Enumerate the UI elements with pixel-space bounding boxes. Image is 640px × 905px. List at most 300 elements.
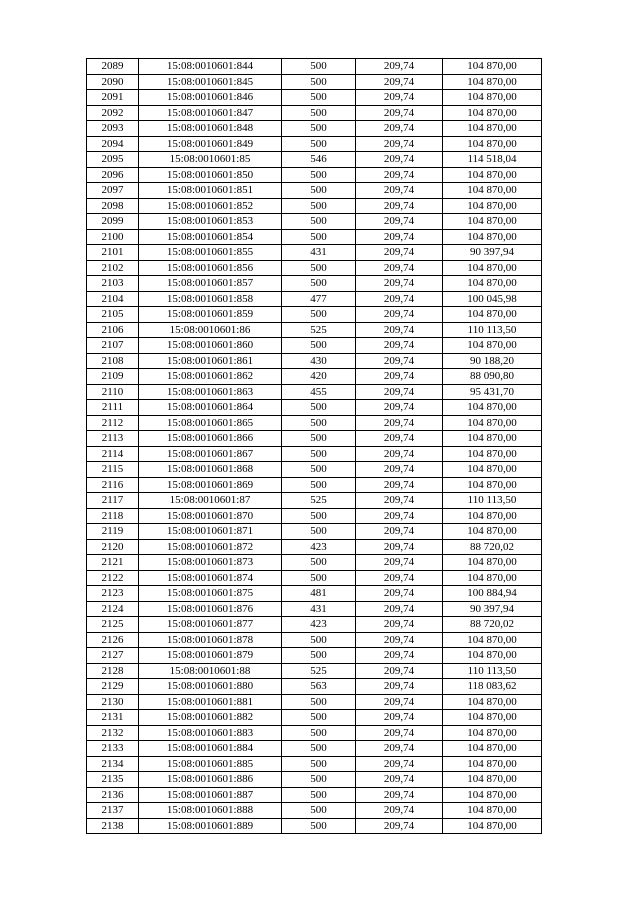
value-cell: 104 870,00 bbox=[443, 524, 542, 540]
table-row bbox=[87, 493, 542, 509]
value-cell: 104 870,00 bbox=[443, 632, 542, 648]
area-cell: 500 bbox=[282, 276, 356, 292]
area-cell: 500 bbox=[282, 632, 356, 648]
row-number-cell: 2107 bbox=[87, 338, 139, 354]
value-cell: 104 870,00 bbox=[443, 415, 542, 431]
area-cell: 500 bbox=[282, 555, 356, 571]
table-row bbox=[87, 601, 542, 617]
table-row bbox=[87, 741, 542, 757]
cadastral-number-cell: 15:08:0010601:862 bbox=[139, 369, 282, 385]
cadastral-number-cell: 15:08:0010601:845 bbox=[139, 74, 282, 90]
table-row bbox=[87, 260, 542, 276]
cadastral-number-cell: 15:08:0010601:846 bbox=[139, 90, 282, 106]
area-cell: 500 bbox=[282, 198, 356, 214]
table-row bbox=[87, 136, 542, 152]
cadastral-number-cell: 15:08:0010601:885 bbox=[139, 756, 282, 772]
area-cell: 500 bbox=[282, 508, 356, 524]
area-cell: 500 bbox=[282, 260, 356, 276]
rate-cell: 209,74 bbox=[356, 679, 443, 695]
area-cell: 423 bbox=[282, 539, 356, 555]
cadastral-number-cell: 15:08:0010601:847 bbox=[139, 105, 282, 121]
area-cell: 477 bbox=[282, 291, 356, 307]
cadastral-number-cell: 15:08:0010601:849 bbox=[139, 136, 282, 152]
area-cell: 500 bbox=[282, 307, 356, 323]
table-row bbox=[87, 276, 542, 292]
table-row bbox=[87, 400, 542, 416]
cadastral-number-cell: 15:08:0010601:859 bbox=[139, 307, 282, 323]
row-number-cell: 2106 bbox=[87, 322, 139, 338]
value-cell: 100 045,98 bbox=[443, 291, 542, 307]
table-row bbox=[87, 756, 542, 772]
cadastral-number-cell: 15:08:0010601:870 bbox=[139, 508, 282, 524]
value-cell: 104 870,00 bbox=[443, 787, 542, 803]
cadastral-number-cell: 15:08:0010601:86 bbox=[139, 322, 282, 338]
area-cell: 500 bbox=[282, 524, 356, 540]
rate-cell: 209,74 bbox=[356, 307, 443, 323]
row-number-cell: 2102 bbox=[87, 260, 139, 276]
rate-cell: 209,74 bbox=[356, 229, 443, 245]
area-cell: 500 bbox=[282, 105, 356, 121]
cadastral-number-cell: 15:08:0010601:866 bbox=[139, 431, 282, 447]
rate-cell: 209,74 bbox=[356, 338, 443, 354]
rate-cell: 209,74 bbox=[356, 648, 443, 664]
table-row bbox=[87, 648, 542, 664]
value-cell: 104 870,00 bbox=[443, 710, 542, 726]
rate-cell: 209,74 bbox=[356, 803, 443, 819]
row-number-cell: 2125 bbox=[87, 617, 139, 633]
value-cell: 90 397,94 bbox=[443, 245, 542, 261]
rate-cell: 209,74 bbox=[356, 524, 443, 540]
value-cell: 104 870,00 bbox=[443, 183, 542, 199]
cadastral-number-cell: 15:08:0010601:864 bbox=[139, 400, 282, 416]
cadastral-number-cell: 15:08:0010601:869 bbox=[139, 477, 282, 493]
row-number-cell: 2103 bbox=[87, 276, 139, 292]
cadastral-number-cell: 15:08:0010601:87 bbox=[139, 493, 282, 509]
value-cell: 104 870,00 bbox=[443, 121, 542, 137]
table-row bbox=[87, 803, 542, 819]
value-cell: 90 397,94 bbox=[443, 601, 542, 617]
table-row bbox=[87, 787, 542, 803]
table-row bbox=[87, 59, 542, 75]
value-cell: 104 870,00 bbox=[443, 229, 542, 245]
area-cell: 500 bbox=[282, 462, 356, 478]
cadastral-number-cell: 15:08:0010601:863 bbox=[139, 384, 282, 400]
rate-cell: 209,74 bbox=[356, 772, 443, 788]
cadastral-number-cell: 15:08:0010601:853 bbox=[139, 214, 282, 230]
row-number-cell: 2095 bbox=[87, 152, 139, 168]
cadastral-number-cell: 15:08:0010601:888 bbox=[139, 803, 282, 819]
row-number-cell: 2128 bbox=[87, 663, 139, 679]
table-row bbox=[87, 555, 542, 571]
table-row bbox=[87, 524, 542, 540]
area-cell: 500 bbox=[282, 136, 356, 152]
table-row bbox=[87, 214, 542, 230]
area-cell: 500 bbox=[282, 229, 356, 245]
area-cell: 500 bbox=[282, 648, 356, 664]
row-number-cell: 2131 bbox=[87, 710, 139, 726]
value-cell: 104 870,00 bbox=[443, 136, 542, 152]
row-number-cell: 2089 bbox=[87, 59, 139, 75]
area-cell: 455 bbox=[282, 384, 356, 400]
cadastral-number-cell: 15:08:0010601:875 bbox=[139, 586, 282, 602]
table-row bbox=[87, 539, 542, 555]
row-number-cell: 2129 bbox=[87, 679, 139, 695]
area-cell: 500 bbox=[282, 803, 356, 819]
table-row bbox=[87, 710, 542, 726]
table-row bbox=[87, 369, 542, 385]
table-row bbox=[87, 570, 542, 586]
area-cell: 500 bbox=[282, 741, 356, 757]
row-number-cell: 2133 bbox=[87, 741, 139, 757]
cadastral-number-cell: 15:08:0010601:854 bbox=[139, 229, 282, 245]
table-row bbox=[87, 338, 542, 354]
table-row bbox=[87, 291, 542, 307]
table-row bbox=[87, 632, 542, 648]
cadastral-number-cell: 15:08:0010601:877 bbox=[139, 617, 282, 633]
cadastral-number-cell: 15:08:0010601:887 bbox=[139, 787, 282, 803]
area-cell: 500 bbox=[282, 725, 356, 741]
rate-cell: 209,74 bbox=[356, 121, 443, 137]
value-cell: 90 188,20 bbox=[443, 353, 542, 369]
area-cell: 500 bbox=[282, 818, 356, 834]
table-row bbox=[87, 508, 542, 524]
rate-cell: 209,74 bbox=[356, 818, 443, 834]
area-cell: 500 bbox=[282, 415, 356, 431]
row-number-cell: 2114 bbox=[87, 446, 139, 462]
rate-cell: 209,74 bbox=[356, 787, 443, 803]
value-cell: 104 870,00 bbox=[443, 803, 542, 819]
value-cell: 104 870,00 bbox=[443, 725, 542, 741]
value-cell: 104 870,00 bbox=[443, 260, 542, 276]
row-number-cell: 2096 bbox=[87, 167, 139, 183]
cadastral-number-cell: 15:08:0010601:873 bbox=[139, 555, 282, 571]
area-cell: 500 bbox=[282, 570, 356, 586]
value-cell: 104 870,00 bbox=[443, 508, 542, 524]
table-row bbox=[87, 183, 542, 199]
rate-cell: 209,74 bbox=[356, 198, 443, 214]
value-cell: 104 870,00 bbox=[443, 756, 542, 772]
cadastral-number-cell: 15:08:0010601:88 bbox=[139, 663, 282, 679]
rate-cell: 209,74 bbox=[356, 710, 443, 726]
value-cell: 88 720,02 bbox=[443, 617, 542, 633]
cadastral-number-cell: 15:08:0010601:872 bbox=[139, 539, 282, 555]
value-cell: 104 870,00 bbox=[443, 741, 542, 757]
area-cell: 525 bbox=[282, 322, 356, 338]
value-cell: 104 870,00 bbox=[443, 59, 542, 75]
table-row bbox=[87, 431, 542, 447]
row-number-cell: 2101 bbox=[87, 245, 139, 261]
value-cell: 104 870,00 bbox=[443, 400, 542, 416]
cadastral-number-cell: 15:08:0010601:871 bbox=[139, 524, 282, 540]
value-cell: 104 870,00 bbox=[443, 198, 542, 214]
cadastral-number-cell: 15:08:0010601:856 bbox=[139, 260, 282, 276]
value-cell: 104 870,00 bbox=[443, 105, 542, 121]
rate-cell: 209,74 bbox=[356, 105, 443, 121]
table-row bbox=[87, 245, 542, 261]
row-number-cell: 2132 bbox=[87, 725, 139, 741]
area-cell: 431 bbox=[282, 245, 356, 261]
rate-cell: 209,74 bbox=[356, 369, 443, 385]
rate-cell: 209,74 bbox=[356, 586, 443, 602]
area-cell: 500 bbox=[282, 787, 356, 803]
row-number-cell: 2109 bbox=[87, 369, 139, 385]
cadastral-number-cell: 15:08:0010601:881 bbox=[139, 694, 282, 710]
cadastral-number-cell: 15:08:0010601:855 bbox=[139, 245, 282, 261]
row-number-cell: 2120 bbox=[87, 539, 139, 555]
value-cell: 104 870,00 bbox=[443, 462, 542, 478]
table-row bbox=[87, 663, 542, 679]
table-row bbox=[87, 167, 542, 183]
row-number-cell: 2093 bbox=[87, 121, 139, 137]
cadastral-number-cell: 15:08:0010601:867 bbox=[139, 446, 282, 462]
table-row bbox=[87, 322, 542, 338]
table-row bbox=[87, 818, 542, 834]
table-row bbox=[87, 105, 542, 121]
rate-cell: 209,74 bbox=[356, 431, 443, 447]
table-row bbox=[87, 446, 542, 462]
row-number-cell: 2116 bbox=[87, 477, 139, 493]
rate-cell: 209,74 bbox=[356, 74, 443, 90]
rate-cell: 209,74 bbox=[356, 617, 443, 633]
table-row bbox=[87, 586, 542, 602]
value-cell: 104 870,00 bbox=[443, 214, 542, 230]
row-number-cell: 2138 bbox=[87, 818, 139, 834]
table-row bbox=[87, 617, 542, 633]
table-row bbox=[87, 679, 542, 695]
value-cell: 104 870,00 bbox=[443, 276, 542, 292]
table-row bbox=[87, 229, 542, 245]
rate-cell: 209,74 bbox=[356, 663, 443, 679]
area-cell: 431 bbox=[282, 601, 356, 617]
table-row bbox=[87, 772, 542, 788]
rate-cell: 209,74 bbox=[356, 353, 443, 369]
area-cell: 500 bbox=[282, 477, 356, 493]
value-cell: 88 720,02 bbox=[443, 539, 542, 555]
value-cell: 104 870,00 bbox=[443, 338, 542, 354]
table-row bbox=[87, 307, 542, 323]
table-row bbox=[87, 694, 542, 710]
row-number-cell: 2090 bbox=[87, 74, 139, 90]
row-number-cell: 2113 bbox=[87, 431, 139, 447]
cadastral-number-cell: 15:08:0010601:850 bbox=[139, 167, 282, 183]
row-number-cell: 2108 bbox=[87, 353, 139, 369]
value-cell: 104 870,00 bbox=[443, 307, 542, 323]
area-cell: 525 bbox=[282, 493, 356, 509]
value-cell: 104 870,00 bbox=[443, 431, 542, 447]
area-cell: 500 bbox=[282, 772, 356, 788]
area-cell: 500 bbox=[282, 183, 356, 199]
row-number-cell: 2121 bbox=[87, 555, 139, 571]
rate-cell: 209,74 bbox=[356, 260, 443, 276]
value-cell: 104 870,00 bbox=[443, 90, 542, 106]
cadastral-number-cell: 15:08:0010601:874 bbox=[139, 570, 282, 586]
area-cell: 500 bbox=[282, 338, 356, 354]
table-row bbox=[87, 90, 542, 106]
value-cell: 110 113,50 bbox=[443, 493, 542, 509]
area-cell: 500 bbox=[282, 59, 356, 75]
cadastral-number-cell: 15:08:0010601:860 bbox=[139, 338, 282, 354]
area-cell: 525 bbox=[282, 663, 356, 679]
rate-cell: 209,74 bbox=[356, 136, 443, 152]
value-cell: 88 090,80 bbox=[443, 369, 542, 385]
value-cell: 110 113,50 bbox=[443, 663, 542, 679]
row-number-cell: 2117 bbox=[87, 493, 139, 509]
cadastral-number-cell: 15:08:0010601:883 bbox=[139, 725, 282, 741]
rate-cell: 209,74 bbox=[356, 694, 443, 710]
cadastral-number-cell: 15:08:0010601:851 bbox=[139, 183, 282, 199]
cadastral-number-cell: 15:08:0010601:876 bbox=[139, 601, 282, 617]
row-number-cell: 2124 bbox=[87, 601, 139, 617]
rate-cell: 209,74 bbox=[356, 477, 443, 493]
rate-cell: 209,74 bbox=[356, 601, 443, 617]
row-number-cell: 2091 bbox=[87, 90, 139, 106]
area-cell: 420 bbox=[282, 369, 356, 385]
value-cell: 104 870,00 bbox=[443, 818, 542, 834]
rate-cell: 209,74 bbox=[356, 570, 443, 586]
row-number-cell: 2123 bbox=[87, 586, 139, 602]
area-cell: 500 bbox=[282, 694, 356, 710]
table-row bbox=[87, 384, 542, 400]
parcel-table bbox=[86, 58, 542, 834]
area-cell: 563 bbox=[282, 679, 356, 695]
value-cell: 114 518,04 bbox=[443, 152, 542, 168]
area-cell: 500 bbox=[282, 121, 356, 137]
area-cell: 546 bbox=[282, 152, 356, 168]
row-number-cell: 2134 bbox=[87, 756, 139, 772]
row-number-cell: 2104 bbox=[87, 291, 139, 307]
table-row bbox=[87, 198, 542, 214]
value-cell: 104 870,00 bbox=[443, 772, 542, 788]
area-cell: 481 bbox=[282, 586, 356, 602]
row-number-cell: 2097 bbox=[87, 183, 139, 199]
table-row bbox=[87, 462, 542, 478]
cadastral-number-cell: 15:08:0010601:886 bbox=[139, 772, 282, 788]
rate-cell: 209,74 bbox=[356, 276, 443, 292]
value-cell: 104 870,00 bbox=[443, 570, 542, 586]
cadastral-number-cell: 15:08:0010601:868 bbox=[139, 462, 282, 478]
rate-cell: 209,74 bbox=[356, 214, 443, 230]
rate-cell: 209,74 bbox=[356, 493, 443, 509]
cadastral-number-cell: 15:08:0010601:880 bbox=[139, 679, 282, 695]
rate-cell: 209,74 bbox=[356, 183, 443, 199]
row-number-cell: 2098 bbox=[87, 198, 139, 214]
table-row bbox=[87, 353, 542, 369]
area-cell: 500 bbox=[282, 214, 356, 230]
value-cell: 104 870,00 bbox=[443, 167, 542, 183]
row-number-cell: 2112 bbox=[87, 415, 139, 431]
area-cell: 500 bbox=[282, 167, 356, 183]
cadastral-number-cell: 15:08:0010601:884 bbox=[139, 741, 282, 757]
value-cell: 104 870,00 bbox=[443, 648, 542, 664]
rate-cell: 209,74 bbox=[356, 245, 443, 261]
table-body bbox=[87, 59, 542, 834]
rate-cell: 209,74 bbox=[356, 167, 443, 183]
rate-cell: 209,74 bbox=[356, 291, 443, 307]
rate-cell: 209,74 bbox=[356, 462, 443, 478]
cadastral-number-cell: 15:08:0010601:852 bbox=[139, 198, 282, 214]
rate-cell: 209,74 bbox=[356, 59, 443, 75]
area-cell: 430 bbox=[282, 353, 356, 369]
rate-cell: 209,74 bbox=[356, 446, 443, 462]
rate-cell: 209,74 bbox=[356, 741, 443, 757]
value-cell: 100 884,94 bbox=[443, 586, 542, 602]
rate-cell: 209,74 bbox=[356, 384, 443, 400]
cadastral-number-cell: 15:08:0010601:861 bbox=[139, 353, 282, 369]
value-cell: 104 870,00 bbox=[443, 446, 542, 462]
rate-cell: 209,74 bbox=[356, 90, 443, 106]
cadastral-number-cell: 15:08:0010601:882 bbox=[139, 710, 282, 726]
row-number-cell: 2127 bbox=[87, 648, 139, 664]
cadastral-number-cell: 15:08:0010601:889 bbox=[139, 818, 282, 834]
rate-cell: 209,74 bbox=[356, 632, 443, 648]
area-cell: 500 bbox=[282, 446, 356, 462]
row-number-cell: 2118 bbox=[87, 508, 139, 524]
row-number-cell: 2100 bbox=[87, 229, 139, 245]
row-number-cell: 2130 bbox=[87, 694, 139, 710]
area-cell: 500 bbox=[282, 431, 356, 447]
row-number-cell: 2115 bbox=[87, 462, 139, 478]
value-cell: 104 870,00 bbox=[443, 74, 542, 90]
row-number-cell: 2126 bbox=[87, 632, 139, 648]
value-cell: 110 113,50 bbox=[443, 322, 542, 338]
cadastral-number-cell: 15:08:0010601:848 bbox=[139, 121, 282, 137]
rate-cell: 209,74 bbox=[356, 555, 443, 571]
value-cell: 95 431,70 bbox=[443, 384, 542, 400]
row-number-cell: 2122 bbox=[87, 570, 139, 586]
area-cell: 500 bbox=[282, 710, 356, 726]
row-number-cell: 2135 bbox=[87, 772, 139, 788]
rate-cell: 209,74 bbox=[356, 539, 443, 555]
cadastral-number-cell: 15:08:0010601:85 bbox=[139, 152, 282, 168]
value-cell: 104 870,00 bbox=[443, 555, 542, 571]
value-cell: 118 083,62 bbox=[443, 679, 542, 695]
row-number-cell: 2094 bbox=[87, 136, 139, 152]
cadastral-number-cell: 15:08:0010601:844 bbox=[139, 59, 282, 75]
row-number-cell: 2136 bbox=[87, 787, 139, 803]
rate-cell: 209,74 bbox=[356, 415, 443, 431]
rate-cell: 209,74 bbox=[356, 756, 443, 772]
table-row bbox=[87, 152, 542, 168]
area-cell: 423 bbox=[282, 617, 356, 633]
row-number-cell: 2137 bbox=[87, 803, 139, 819]
table-row bbox=[87, 415, 542, 431]
row-number-cell: 2111 bbox=[87, 400, 139, 416]
row-number-cell: 2092 bbox=[87, 105, 139, 121]
table-row bbox=[87, 477, 542, 493]
cadastral-number-cell: 15:08:0010601:858 bbox=[139, 291, 282, 307]
area-cell: 500 bbox=[282, 74, 356, 90]
cadastral-number-cell: 15:08:0010601:857 bbox=[139, 276, 282, 292]
row-number-cell: 2105 bbox=[87, 307, 139, 323]
rate-cell: 209,74 bbox=[356, 508, 443, 524]
area-cell: 500 bbox=[282, 756, 356, 772]
cadastral-number-cell: 15:08:0010601:878 bbox=[139, 632, 282, 648]
rate-cell: 209,74 bbox=[356, 152, 443, 168]
value-cell: 104 870,00 bbox=[443, 477, 542, 493]
cadastral-number-cell: 15:08:0010601:865 bbox=[139, 415, 282, 431]
rate-cell: 209,74 bbox=[356, 400, 443, 416]
rate-cell: 209,74 bbox=[356, 725, 443, 741]
table-row bbox=[87, 725, 542, 741]
area-cell: 500 bbox=[282, 400, 356, 416]
row-number-cell: 2099 bbox=[87, 214, 139, 230]
row-number-cell: 2110 bbox=[87, 384, 139, 400]
area-cell: 500 bbox=[282, 90, 356, 106]
table-row bbox=[87, 121, 542, 137]
value-cell: 104 870,00 bbox=[443, 694, 542, 710]
cadastral-number-cell: 15:08:0010601:879 bbox=[139, 648, 282, 664]
rate-cell: 209,74 bbox=[356, 322, 443, 338]
